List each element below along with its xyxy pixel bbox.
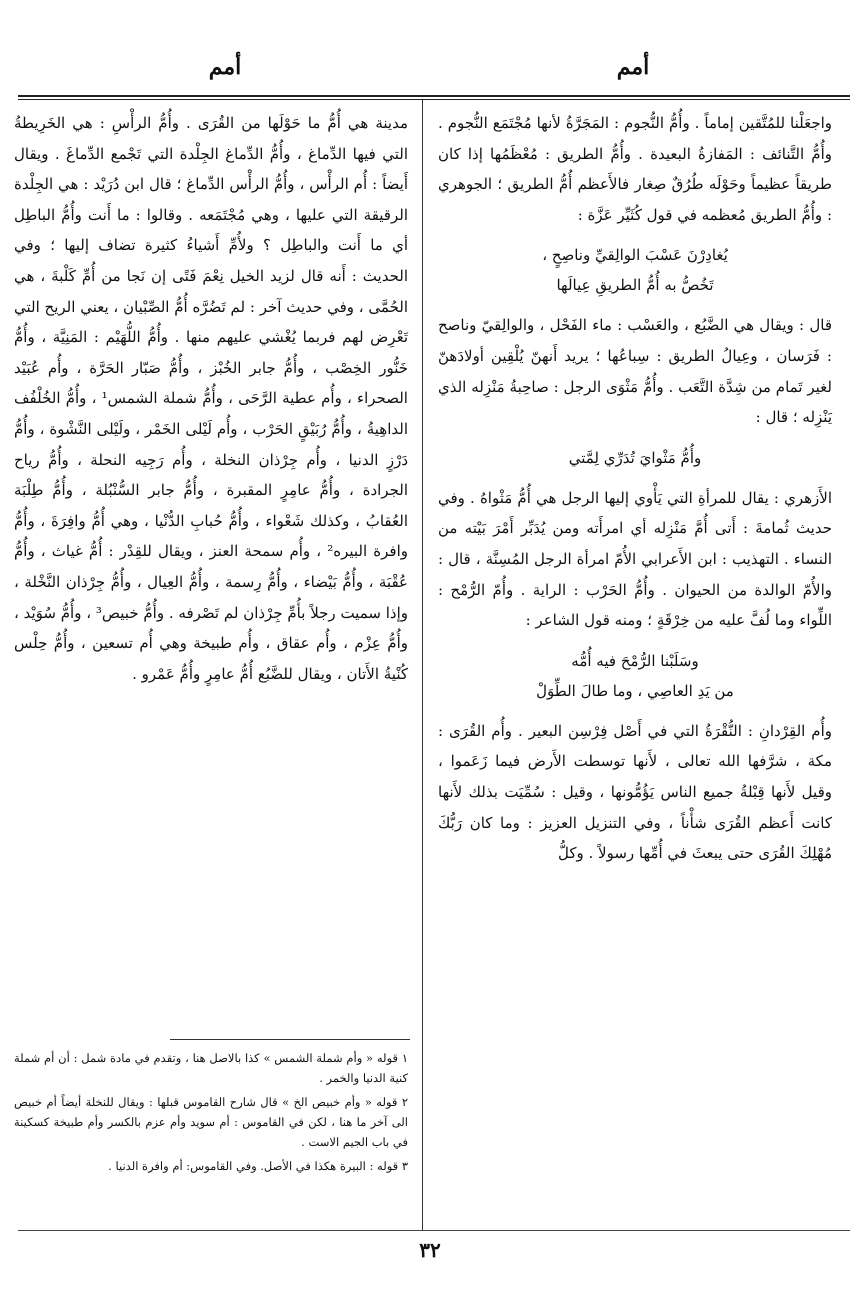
header-rule-thin bbox=[18, 99, 850, 100]
verse-line: وسَلَبْنا الرُّمْحَ فيه أُمُّه bbox=[571, 651, 699, 670]
right-column bbox=[438, 108, 832, 869]
column-divider bbox=[422, 100, 423, 1230]
paragraph: واجعَلْنا للمُتَّقين إماماً . وأُمُّ النُّجوم : المَجَرَّةُ لأنها مُجْتَمَع النُّجوم . وأُمُّ التَّنائف : المَفازةُ البعيدة . وأُمُّ الطريق : مُعْظَمُها إذا كان طريقاً عظيماً وحَوْلَه طُرُقٌ صِغار فالأَعظم أُمُّ الطريق ؛ الجوهري : وأُمُّ الطريق مُعظمه في قول كُثَيِّر عَزَّة : bbox=[438, 114, 832, 224]
paragraph: قال : ويقال هي الضَّبُع ، والعَسْب : ماء الفَحْل ، والوالِقيّ وناصح : فَرَسان ، وعِيالُ الطريق : سِباعُها ؛ يريد أَنهنّ يُلْقِين أولادَهنّ لغير تَمام من شِدَّة التَّعَب . وأُمُّ مَثْوَى الرجل : صاحِبةُ مَنْزِله الذي يَنْزِله ؛ قال : bbox=[438, 316, 832, 427]
left-column bbox=[14, 108, 408, 689]
footnote-rule bbox=[170, 1039, 410, 1040]
footnote: ١ قوله « وأم شملة الشمس » كذا بالاصل هنا ، وتقدم في مادة شمل : أن أم شملة كنية الدنيا والخمر . bbox=[14, 1051, 408, 1085]
paragraph: وأُم القِرْدانِ : النُّقْرَةُ التي في أَصْل فِرْسِن البعير . وأُم القُرَى : مكة ، شرَّفها الله تعالى ، لأَنها توسطت الأَرض فيما زَعَموا ، وقيل لأَنها قِبْلةُ جميع الناس يَؤُمُّونها ، وقيل : سُمِّيَت بذلك لأَنها كانت أَعظم القُرَى شأْناً ، وفي التنزيل العزيز : وما كان رَبُّكَ مُهْلِكَ القُرَى حتى يبعثَ في أُمِّها رسولاً . وكلُّ bbox=[438, 721, 832, 863]
footnotes bbox=[14, 1048, 408, 1180]
running-header-right: أمم bbox=[616, 54, 650, 80]
verse-line: وأُمُّ مَثْوايَ تُدَرِّي لِمَّتي bbox=[568, 448, 702, 467]
paragraph: مدينة هي أُمُّ ما حَوْلَها من القُرَى . وأُمُّ الرأْسِ : هي الخَرِيطةُ التي فيها الدِّماغ ، وأُمُّ الدِّماغ الجِلْدة التي تَجْمع الدِّماغَ . ويقال أَيضاً : أُم الرأْس ، وأُمُّ الرأْس الدِّماغ ؛ قال ابن دُرَيْد : هي الجِلْدة الرقيقة التي عليها ، وهي مُجْتَمَعه . وقالوا : ما أَنت وأُمُّ الباطِل أي ما أَنت والباطِل ؟ ولأُمِّ أَشياءُ كثيرة تضاف إليها ؛ وفي الحديث : أَنه قال لزيد الخيل نِعْمَ فَتًى إن نَجا من أُمِّ كَلْبةَ ، هي الحُمَّى ، وفي حديث آخر : لم تَضُرَّه أُمُّ الصِّبْيان ، يعني الريح التي تَعْرِض لهم فربما يُغْشي عليهم منها . وأُمُّ اللُّهَيْم : المَنِيَّة ، وأُمُّ خَنُّور الخِصْب ، وأُمُّ جابر الخُبْز ، وأُمُّ صَبّار الحَرَّة ، وأُم عُبَيْد الصحراء ، وأُم عطية الرَّحَى ، وأُمُّ شملة الشمس¹ ، وأُمُّ الخُلْفُف الداهِيةُ ، وأُمُّ رُبَيْقٍ الحَرْب ، وأُم لَيْلى الخَمْر ، ولَيْلى النَّشْوة ، وأُمُّ دَرْزٍ الدنيا ، وأُم جِرْذان النخلة ، وأُم رَجِيه النحلة ، وأُمُّ رياح الجرادة ، وأُمُّ عامِرٍ المقبرة ، وأُمُّ جابر السُّنْبُلة ، وأُمُّ طِلْبَة العُقابُ ، وكذلك شَعْواء ، وأُمُّ حُبابِ الدُّنْيا ، وهي أُمُّ وافِرَةَ ، وأُمُّ وافرة البيره² ، وأُم سمحة العنز ، ويقال للقِدْر : أُمُّ غياث ، وأُمُّ عُقْبَة ، وأُمُّ بَيْضاء ، وأُمُّ رِسمة ، وأُمُّ العِيال ، وأُمُّ جِرْذان النَّخْلة ، وإذا سميت رجلاً بأُمِّ جِرْذان لم تَصْرفه . وأُمُّ خبيص³ ، وأُمُّ سُوَيْد ، وأُمُّ عِزْم ، وأُم عقاق ، وأُم طبيخة وهي أُم تسعين ، وأُمُّ حِلْس كُنْيةُ الأَتان ، ويقال للضَّبُع أُمُّ عامِرٍ وأُمُّ عَمْرو . bbox=[14, 114, 408, 683]
footer-rule bbox=[18, 1230, 850, 1231]
verse-line: تَخُصُّ به أُمُّ الطريقِ عِيالَها bbox=[556, 276, 714, 295]
footnote: ٣ قوله : البيرة هكذا في الأصل. وفي القاموس: أم وافرة الدنيا . bbox=[108, 1159, 408, 1173]
page-number: ٣٢ bbox=[419, 1238, 441, 1262]
verse bbox=[438, 240, 832, 300]
verse bbox=[438, 443, 832, 473]
running-header-left: أمم bbox=[208, 54, 242, 80]
verse bbox=[438, 646, 832, 706]
verse-line: يُغادِرْنَ عَسْبَ الوالِقيِّ وناصِحٍ ، bbox=[542, 246, 728, 265]
verse-line: من يَدِ العاصِي ، وما طالَ الطِّوَلْ bbox=[536, 681, 734, 700]
header-rule bbox=[18, 95, 850, 97]
footnote: ٢ قوله « وأم خبيص الخ » قال شارح القاموس قبلها : ويقال للنخلة أيضاً أم خبيص الى آخر ما هنا ، لكن في القاموس : أم سويد وأم عزم بالكسر وأم طبيخة كسكينة في باب الجيم الاست . bbox=[14, 1095, 408, 1149]
paragraph: الأَزهري : يقال للمرأةِ التي يَأْوي إليها الرجل هي أُمُّ مَثْواهُ . وفي حديث ثُمامةَ : أَتى أُمَّ مَنْزِله أي امرأَته ومن يُدَبِّر أَمْرَ بَيْته من النساء . التهذيب : ابن الأَعرابي الأُمّ امرأة الرجل المُسِنَّة ، قال : والأُمّ الوالدة من الحيوان . وأُمُّ الحَرْب : الراية . وأُمّ الرُّمْح : اللِّواء وما لُفَّ عليه من خِرْقَةٍ ؛ ومنه قول الشاعر : bbox=[438, 488, 832, 630]
